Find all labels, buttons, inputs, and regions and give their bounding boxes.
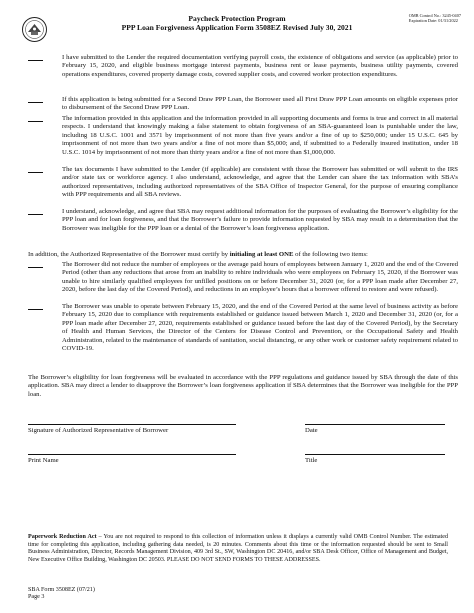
title-label: Title (305, 457, 318, 464)
print-name-label: Print Name (28, 457, 59, 464)
certification-item (28, 54, 458, 79)
initials-blank[interactable] (28, 309, 43, 310)
form-identifier: SBA Form 3508EZ (07/21) (28, 587, 95, 593)
certification-item (28, 115, 458, 157)
page-number: Page 3 (28, 594, 45, 601)
instruction-text: In addition, the Authorized Representative of the Borrower must certify by (28, 251, 230, 258)
option-text: The Borrower was unable to operate between February 15, 2020, and the end of the Covered Period at the same level of business activity as before February 15, 2020 due to compliance with requirements established or guidance issued between March 1, 2020 and December 31, 2020 (or, for a PPP loan made after December 27, 2020, requirements established or guidance issued before the last day of the Covered Period), by the Secretary of Health and Human Services, the Director of the Centers for Disease Control and Prevention, or the Occupational Safety and Health Administration, related to the maintenance of standards of sanitation, social distancing, or any other work or customer safety requirement related to COVID-19. (62, 303, 458, 353)
initials-blank[interactable] (28, 267, 43, 268)
instruction-text-end: of the following two items: (293, 251, 368, 258)
initials-blank[interactable] (28, 121, 43, 122)
date-label: Date (305, 427, 318, 434)
initials-blank[interactable] (28, 60, 43, 61)
initials-blank[interactable] (28, 102, 43, 103)
paperwork-heading: Paperwork Reduction Act (28, 534, 97, 540)
instruction-emphasis: initialing at least ONE (229, 251, 294, 258)
option-text: The Borrower did not reduce the number of employees or the average paid hours of employees between January 1, 2020 and the end of the Covered Period (other than any reductions that arose from an inability to rehire individuals who were employees on February 15, 2020, if the Borrower was unable to hire similarly qualified employees for unfilled positions on or before December 31, 2020 (or, for a PPP loan made after December 27, 2020, before the last day of the Covered Period), and reductions in an employee’s hours that a borrower offered to restore and were refused). (62, 261, 458, 294)
signature-line[interactable] (28, 424, 236, 425)
certification-text: The information provided in this application and the information provided in all supporting documents and forms is true and correct in all material respects. I understand that knowingly making a false statement to obtain forgiveness of an SBA-guaranteed loan is punishable under the law, including 18 U.S.C. 1001 and 3571 by imprisonment of not more than five years and/or a fine of up to $250,000; under 15 U.S.C. 645 by imprisonment of not more than two years and/or a fine of not more than $5,000; and, if submitted to a Federally insured institution, under 18 U.S.C. 1014 by imprisonment of not more than thirty years and/or a fine of not more than $1,000,000. (62, 115, 458, 156)
certification-item (28, 208, 458, 233)
form-footer (28, 587, 95, 602)
initials-blank[interactable] (28, 172, 43, 173)
initials-blank[interactable] (28, 214, 43, 215)
option-item (28, 303, 458, 353)
print-name-line[interactable] (28, 454, 236, 455)
option-item (28, 261, 458, 295)
initialing-instruction (28, 251, 458, 259)
eligibility-note: The Borrower’s eligibility for loan forgiveness will be evaluated in accordance with the PPP regulations and guidance issued by SBA through the date of this application. SBA may direct a lender to disapprove the Borrower’s loan forgiveness application if SBA determines that the Borrower was ineligible for the PPP loan. (28, 374, 458, 398)
certification-item (28, 96, 458, 113)
omb-control-number: OMB Control No.: 3245-0407 (408, 13, 461, 18)
certification-text: I have submitted to the Lender the required documentation verifying payroll costs, the existence of obligations and service (as applicable) prior to February 15, 2020, and eligible business mortgage interest payments, business rent or lease payments, business utility payments, covered operations expenditures, covered property damage costs, covered supplier costs, and covered worker protection expenditures. (62, 54, 458, 78)
paperwork-reduction-notice (28, 534, 448, 565)
certification-item (28, 166, 458, 200)
certification-text: If this application is being submitted for a Second Draw PPP Loan, the Borrower used all First Draw PPP Loan amounts on eligible expenses prior to disbursement of the Second Draw PPP Loan. (62, 96, 458, 112)
paperwork-text: – You are not required to respond to this collection of information unless it displays a currently valid OMB Control Number. The estimated time for completing this application, including gathering data needed, is 20 minutes. Comments about this time or the information requested should be sent to Small Business Administration, Director, Records Management Division, 409 3rd St., SW, Washington DC 20416, and/or SBA Desk Officer, Office of Management and Budget, New Executive Office Building, Washington DC 20503. PLEASE DO NOT SEND FORMS TO THESE ADDRESSES. (28, 534, 448, 564)
expiration-date: Expiration Date: 01/31/2022 (408, 18, 458, 24)
program-title: Paycheck Protection Program (188, 14, 286, 23)
certification-text: The tax documents I have submitted to the Lender (if applicable) are consistent with those the Borrower has submitted or will submit to the IRS and/or state tax or workforce agency. I also understand, acknowledge, and agree that the Lender can share the tax information with SBA’s authorized representatives, including authorized representatives of the SBA Office of Inspector General, for the purpose of ensuring compliance with PPP requirements and all SBA reviews. (62, 166, 458, 199)
date-line[interactable] (305, 424, 445, 425)
signature-label: Signature of Authorized Representative of Borrower (28, 427, 169, 434)
certification-text: I understand, acknowledge, and agree that SBA may request additional information for the purposes of evaluating the Borrower’s eligibility for the PPP loan and for loan forgiveness, and that the Borrower’s failure to provide information requested by SBA may result in a determination that the Borrower was ineligible for the PPP loan or a denial of the Borrower’s loan forgiveness application. (62, 208, 458, 232)
form-title: PPP Loan Forgiveness Application Form 3508EZ Revised July 30, 2021 (121, 23, 353, 32)
title-line[interactable] (305, 454, 445, 455)
